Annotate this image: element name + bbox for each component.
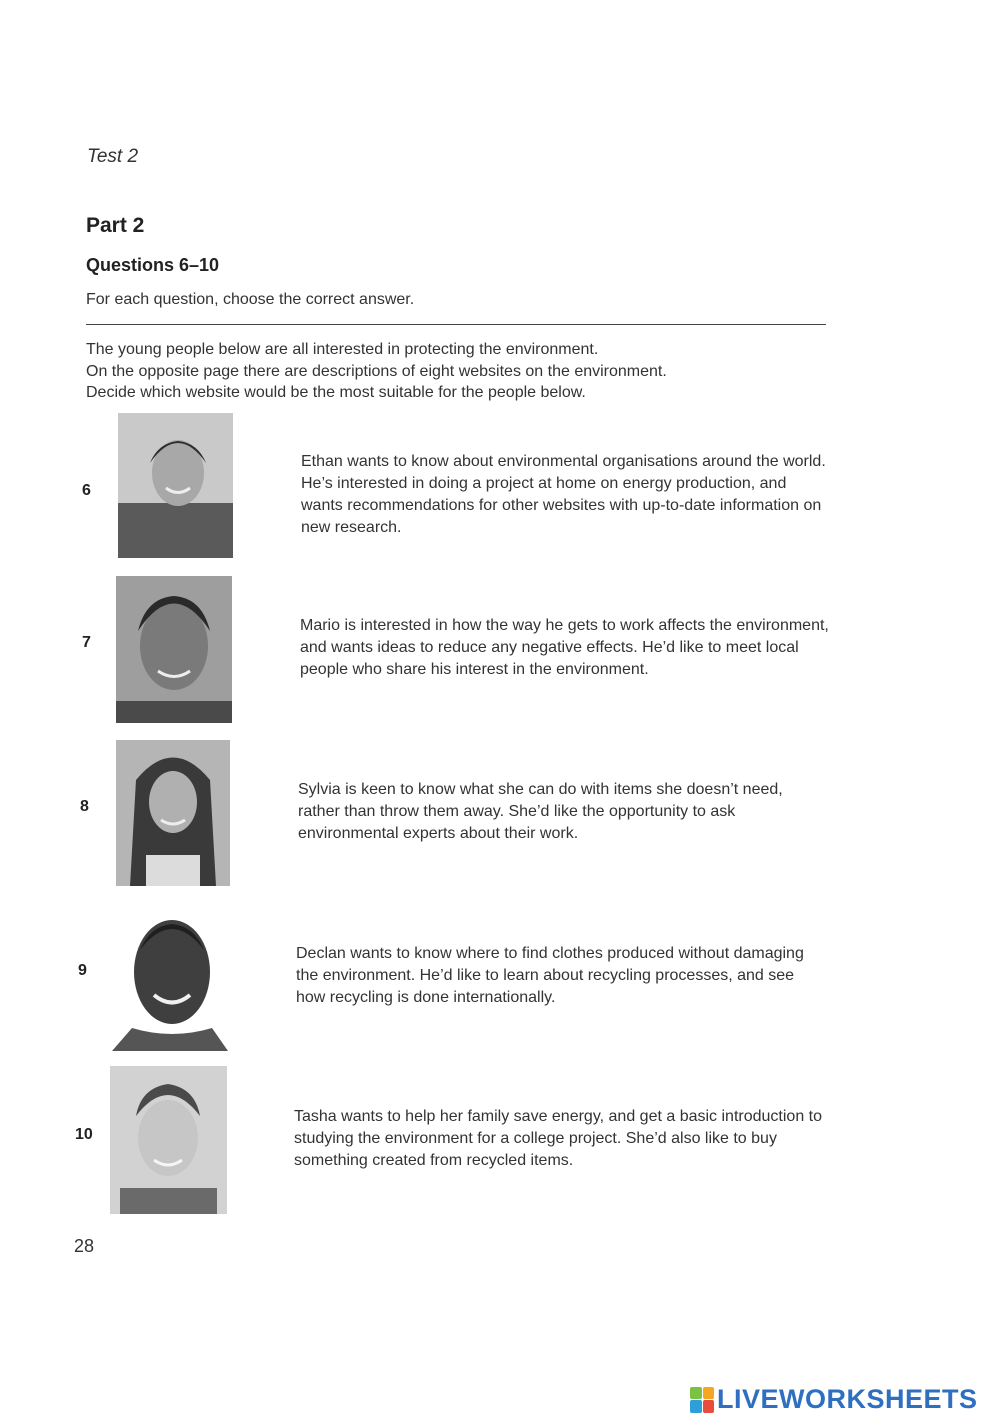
question-description: Sylvia is keen to know what she can do with items she doesn’t need, rather than throw them away. She’d like the opportunity to ask environmental experts about their work. xyxy=(298,781,783,842)
questions-title: Questions 6–10 xyxy=(86,255,220,275)
question-number: 8 xyxy=(80,798,89,815)
question-number: 10 xyxy=(75,1126,93,1143)
divider xyxy=(86,324,826,325)
test-label: Test 2 xyxy=(87,146,139,167)
question-number: 6 xyxy=(82,482,91,499)
page-number: 28 xyxy=(74,1236,95,1256)
intro-line: The young people below are all interested in protecting the environment. xyxy=(86,341,599,358)
person-photo xyxy=(118,413,233,558)
question-number: 9 xyxy=(78,962,87,979)
intro-line: On the opposite page there are descriptions of eight websites on the environment. xyxy=(86,362,667,380)
question-description: Mario is interested in how the way he gets to work affects the environment, and wants ideas to reduce any negative effects. He’d like to meet local people who share his interest in the environment. xyxy=(300,617,829,678)
person-photo-icon xyxy=(116,576,232,723)
intro-line: Decide which website would be the most suitable for the people below. xyxy=(86,384,586,401)
question-description: Declan wants to know where to find clothes produced without damaging the environment. He’d like to learn about recycling processes, and see how recycling is done internationally. xyxy=(296,945,804,1006)
question-number: 7 xyxy=(82,634,91,651)
person-photo-icon xyxy=(118,413,233,558)
brand-watermark xyxy=(690,1384,978,1415)
intro-text xyxy=(86,339,667,404)
instruction-text: For each question, choose the correct answer. xyxy=(86,291,415,308)
person-photo-icon xyxy=(116,740,230,886)
person-photo-icon xyxy=(110,1066,227,1214)
part-title: Part 2 xyxy=(86,214,145,237)
question-description: Ethan wants to know about environmental organisations around the world. He’s interested in doing a project at home on energy production, and wants recommendations for other websites with up-to-date information on new research. xyxy=(301,453,826,536)
person-photo-icon xyxy=(112,910,228,1051)
person-photo xyxy=(116,576,232,723)
person-photo xyxy=(110,1066,227,1214)
person-photo xyxy=(112,910,228,1051)
question-description: Tasha wants to help her family save energy, and get a basic introduction to studying the environment for a college project. She’d also like to buy something created from recycled items. xyxy=(294,1108,823,1169)
liveworksheets-logo-icon xyxy=(690,1387,714,1413)
brand-text: LIVEWORKSHEETS xyxy=(717,1384,978,1414)
person-photo xyxy=(116,740,230,886)
